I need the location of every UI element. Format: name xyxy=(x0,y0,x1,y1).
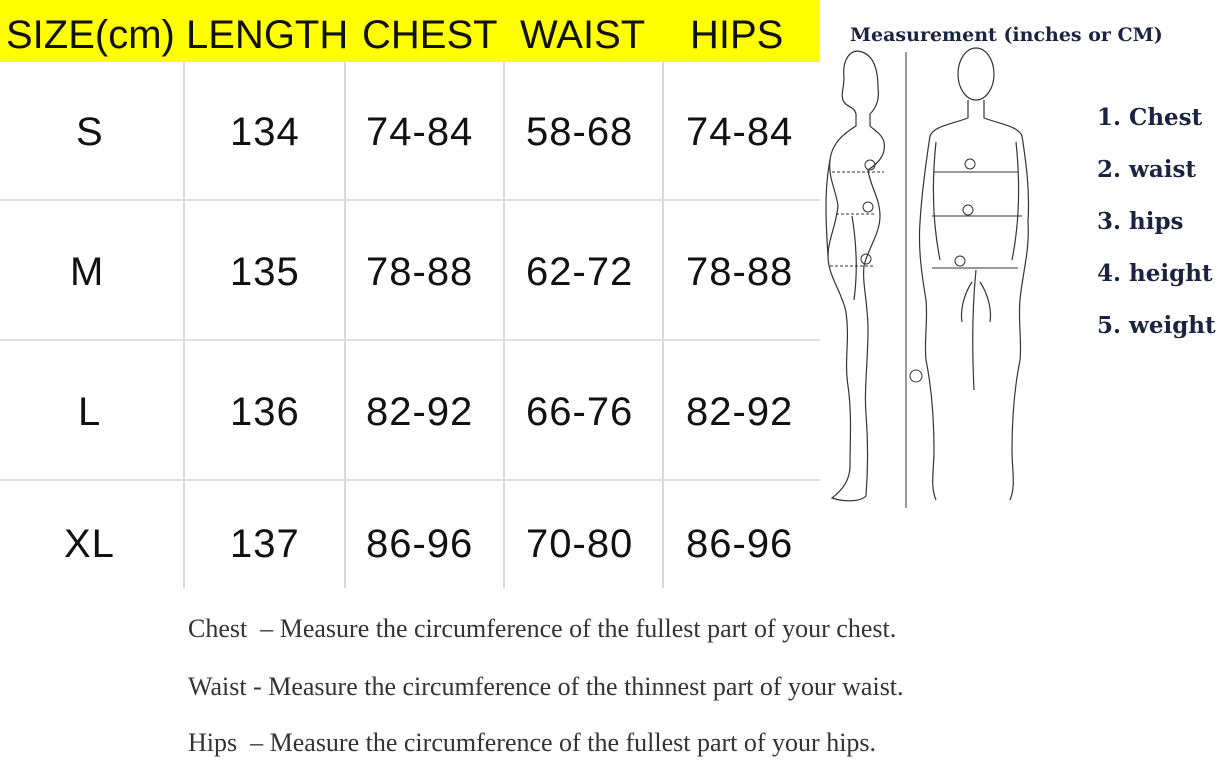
chest-cell: 78-88 xyxy=(366,250,474,294)
header-size: SIZE(cm) xyxy=(6,13,175,57)
front-body-outline xyxy=(919,48,1028,500)
legend-hips: 3. hips xyxy=(1097,208,1184,235)
row-divider xyxy=(0,479,820,481)
side-measure-lines xyxy=(830,160,884,266)
note-waist: Waist - Measure the circumference of the thinnest part of your waist. xyxy=(188,672,904,701)
waist-cell: 58-68 xyxy=(526,110,634,154)
length-cell: 135 xyxy=(230,250,300,294)
chest-cell: 74-84 xyxy=(366,110,474,154)
measurement-title: Measurement (inches or CM) xyxy=(850,24,1163,46)
side-body-outline xyxy=(826,51,884,501)
header-waist: WAIST xyxy=(520,13,646,57)
legend-waist: 2. waist xyxy=(1097,156,1197,183)
legend-chest: 1. Chest xyxy=(1097,104,1203,131)
legend-weight: 5. weight xyxy=(1097,312,1216,339)
length-cell: 136 xyxy=(230,390,300,434)
waist-cell: 62-72 xyxy=(526,250,634,294)
height-marker xyxy=(910,370,922,382)
length-cell: 134 xyxy=(230,110,300,154)
column-divider xyxy=(183,62,185,588)
chest-cell: 82-92 xyxy=(366,390,474,434)
size-cell: S xyxy=(76,110,104,154)
waist-cell: 70-80 xyxy=(526,522,634,566)
note-chest: Chest – Measure the circumference of the fullest part of your chest. xyxy=(188,614,897,643)
header-chest: CHEST xyxy=(362,13,498,57)
row-divider xyxy=(0,339,820,341)
column-divider xyxy=(503,62,505,588)
column-divider xyxy=(662,62,664,588)
size-cell: XL xyxy=(64,522,115,566)
chest-cell: 86-96 xyxy=(366,522,474,566)
column-divider xyxy=(344,62,346,588)
length-cell: 137 xyxy=(230,522,300,566)
size-cell: M xyxy=(70,250,105,294)
hips-cell: 82-92 xyxy=(686,390,794,434)
hips-cell: 78-88 xyxy=(686,250,794,294)
front-measure-lines xyxy=(932,159,1022,268)
body-measurement-figure xyxy=(822,30,1052,510)
note-hips: Hips – Measure the circumference of the fullest part of your hips. xyxy=(188,728,877,757)
header-hips: HIPS xyxy=(690,13,784,57)
hips-cell: 86-96 xyxy=(686,522,794,566)
row-divider xyxy=(0,199,820,201)
header-length: LENGTH xyxy=(186,13,349,57)
hips-cell: 74-84 xyxy=(686,110,794,154)
size-cell: L xyxy=(78,390,102,434)
waist-cell: 66-76 xyxy=(526,390,634,434)
legend-height: 4. height xyxy=(1097,260,1213,287)
